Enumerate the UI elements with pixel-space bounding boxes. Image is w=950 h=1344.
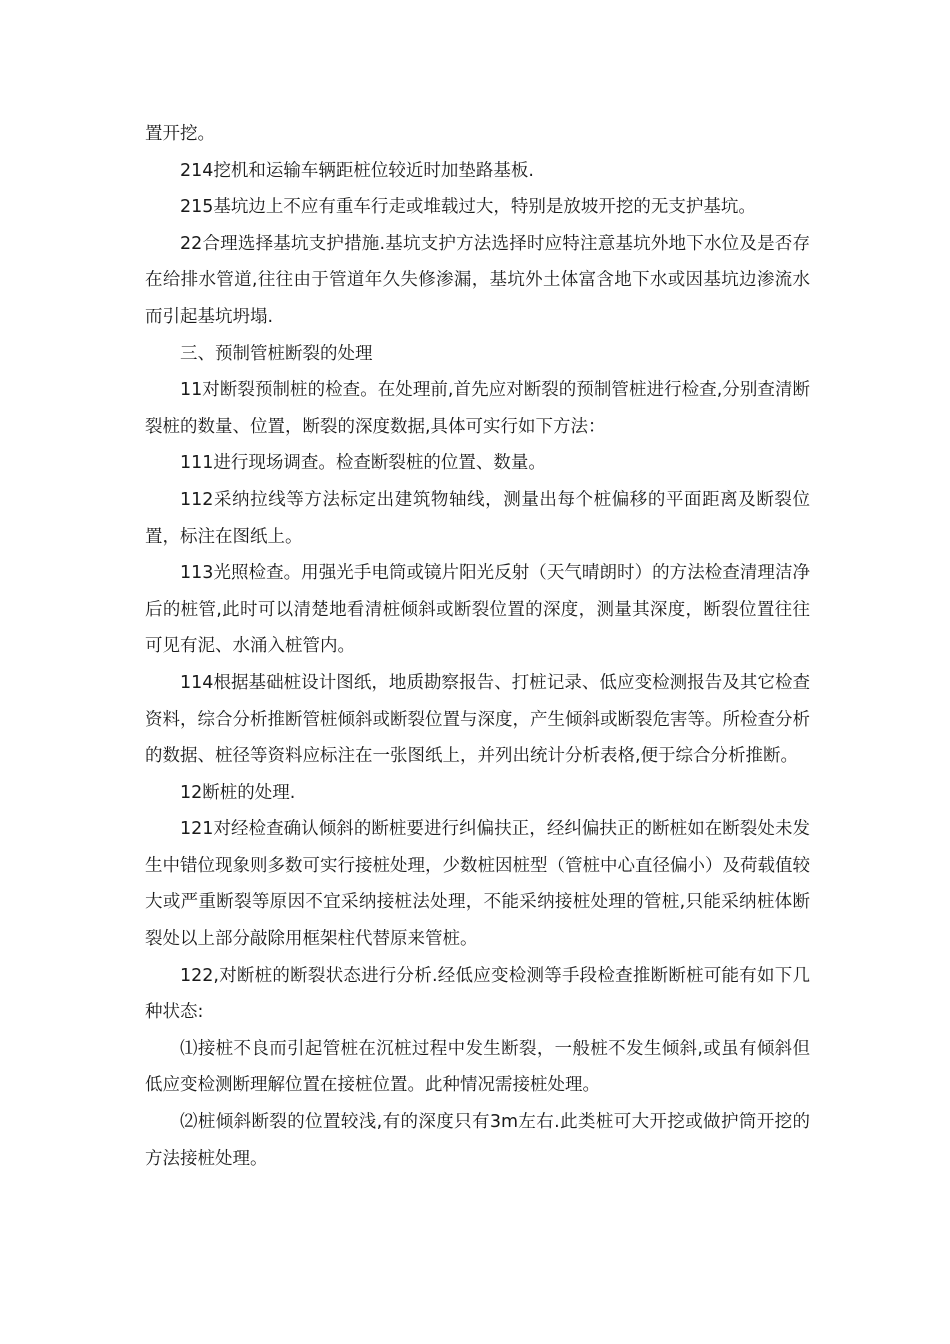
paragraph-214: 214挖机和运输车辆距桩位较近时加垫路基板. xyxy=(180,160,534,181)
paragraph-112: 112采纳拉线等方法标定出建筑物轴线，测量出每个桩偏移的平面距离及断裂位置，标注在图纸上。 xyxy=(145,489,810,547)
paragraph-item-1: ⑴接桩不良而引起管桩在沉桩过程中发生断裂，一般桩不发生倾斜,或虽有倾斜但低应变检测断理解位置在接桩位置。此种情况需接桩处理。 xyxy=(145,1038,810,1096)
paragraph-111: 111进行现场调查。检查断裂桩的位置、数量。 xyxy=(180,453,546,474)
paragraph-114: 114根据基础桩设计图纸，地质勘察报告、打桩记录、低应变检测报告及其它检查资料，综合分析推断管桩倾斜或断裂位置与深度，产生倾斜或断裂危害等。所检查分析的数据、桩径等资料应标注在一张图纸上，并列出统计分析表格,便于综合分析推断。 xyxy=(145,672,810,767)
document-body xyxy=(145,116,810,1177)
paragraph-121: 121对经检查确认倾斜的断桩要进行纠偏扶正，经纠偏扶正的断桩如在断裂处未发生中错位现象则多数可实行接桩处理，少数桩因桩型（管桩中心直径偏小）及荷载值较大或严重断裂等原因不宜采纳接桩法处理，不能采纳接桩处理的管桩,只能采纳桩体断裂处以上部分敲除用框架柱代替原来管桩。 xyxy=(145,819,810,950)
paragraph-continuation: 置开挖。 xyxy=(145,124,215,144)
paragraph-22: 22合理选择基坑支护措施.基坑支护方法选择时应特注意基坑外地下水位及是否存在给排水管道,往往由于管道年久失修渗漏，基坑外土体富含地下水或因基坑边渗流水而引起基坑坍塌. xyxy=(145,233,810,327)
section-heading-3: 三、预制管桩断裂的处理 xyxy=(180,343,373,364)
paragraph-113: 113光照检查。用强光手电筒或镜片阳光反射（天气晴朗时）的方法检查清理洁净后的桩管,此时可以清楚地看清桩倾斜或断裂位置的深度，测量其深度，断裂位置往往可见有泥、水涌入桩管内。 xyxy=(145,563,810,657)
paragraph-215: 215基坑边上不应有重车行走或堆载过大，特别是放坡开挖的无支护基坑。 xyxy=(180,197,756,218)
paragraph-12: 12断桩的处理. xyxy=(180,782,296,803)
paragraph-11: 11对断裂预制桩的检查。在处理前,首先应对断裂的预制管桩进行检查,分别查清断裂桩的数量、位置，断裂的深度数据,具体可实行如下方法： xyxy=(145,380,810,437)
paragraph-122: 122,对断桩的断裂状态进行分析.经低应变检测等手段检查推断断桩可能有如下几种状态: xyxy=(145,965,810,1023)
paragraph-item-2: ⑵桩倾斜断裂的位置较浅,有的深度只有3m左右.此类桩可大开挖或做护筒开挖的方法接桩处理。 xyxy=(145,1112,810,1169)
